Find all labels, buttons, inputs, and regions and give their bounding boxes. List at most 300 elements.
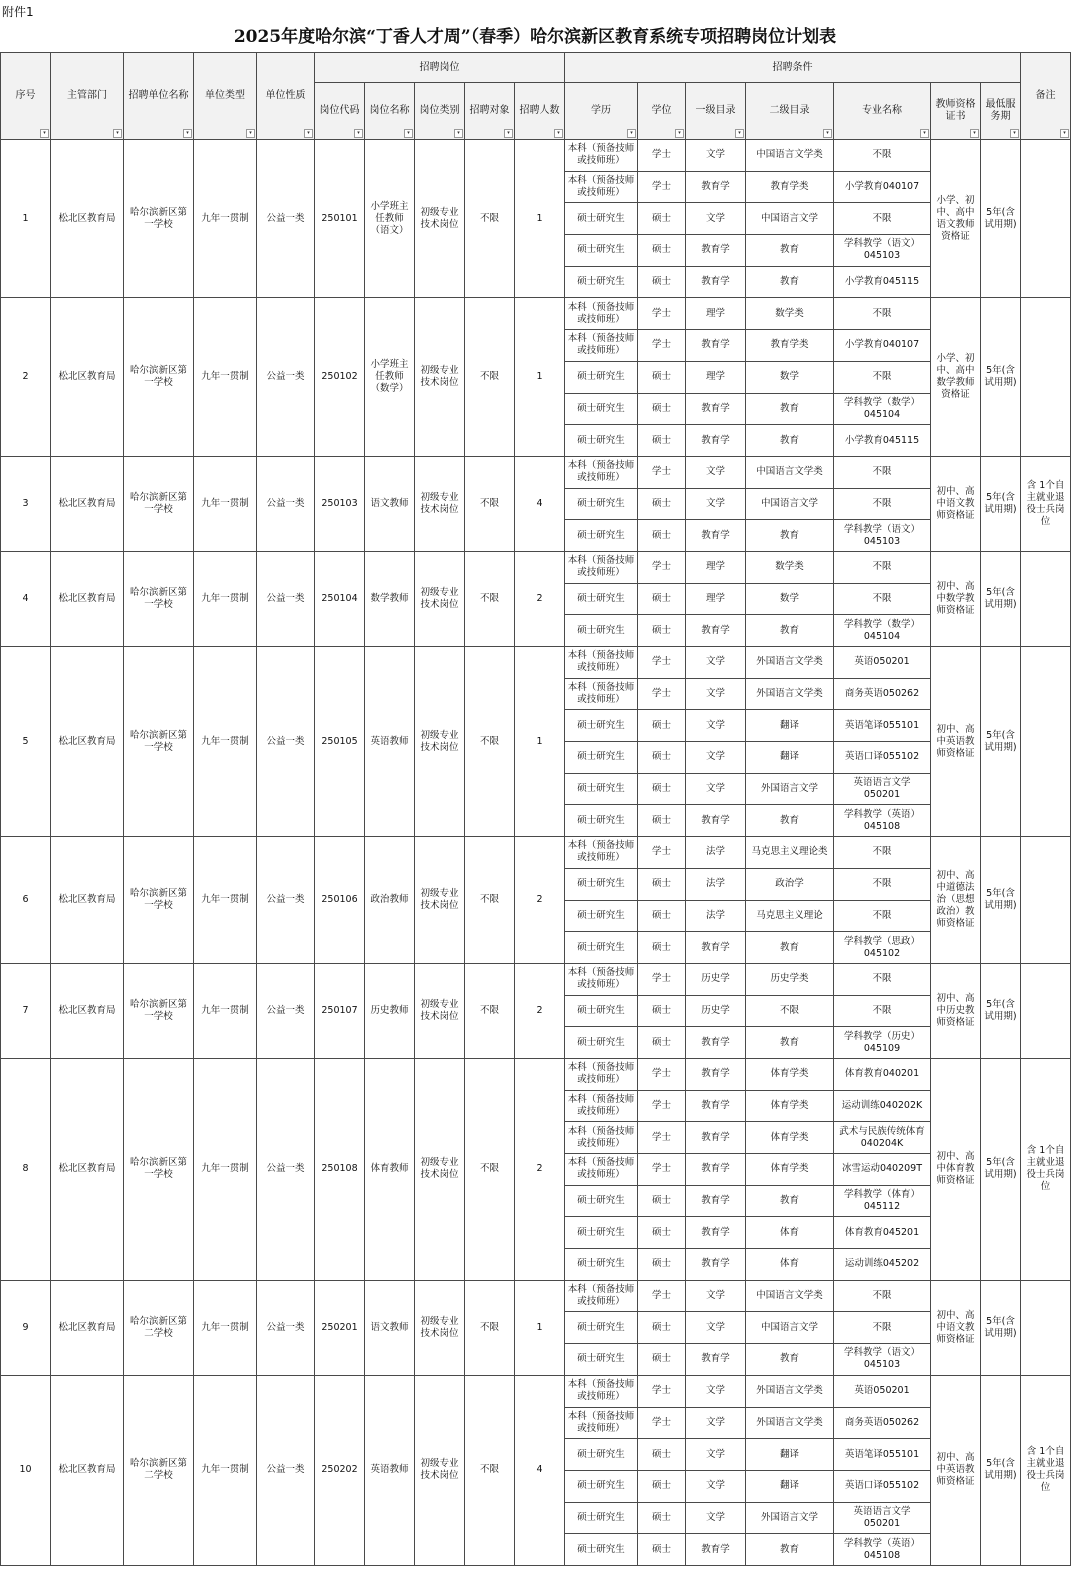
cell-degree: 学士	[638, 456, 686, 488]
cell-major: 学科教学（思政）045102	[834, 932, 931, 964]
cell-major: 英语语言文学050201	[834, 1502, 931, 1534]
cell-unit-nature: 公益一类	[257, 647, 315, 837]
cell-category-level1: 文学	[686, 773, 746, 805]
cell-major: 体育教育045201	[834, 1217, 931, 1249]
cell-category-level1: 文学	[686, 140, 746, 172]
cell-post-name: 语文教师	[365, 1280, 415, 1375]
filter-dropdown-icon[interactable]: ▾	[675, 129, 684, 138]
cell-major: 英语语言文学050201	[834, 773, 931, 805]
header-target: 招聘对象 ▾	[465, 83, 515, 140]
cell-education: 本科（预备技师或技师班）	[565, 1280, 638, 1312]
table-row	[1, 456, 1071, 488]
cell-post-code: 250106	[315, 837, 365, 964]
cell-education: 硕士研究生	[565, 393, 638, 425]
cell-major: 学科教学（语文）045103	[834, 1344, 931, 1376]
cell-degree: 硕士	[638, 1312, 686, 1344]
header-category-level1: 一级目录 ▾	[686, 83, 746, 140]
cell-unit-nature: 公益一类	[257, 456, 315, 551]
filter-dropdown-icon[interactable]: ▾	[1060, 129, 1069, 138]
cell-degree: 硕士	[638, 1027, 686, 1059]
cell-category-level1: 教育学	[686, 1058, 746, 1090]
cell-education: 硕士研究生	[565, 1344, 638, 1376]
cell-degree: 硕士	[638, 615, 686, 647]
cell-category-level2: 教育	[746, 425, 834, 457]
cell-note: 含 1个自主就业退役士兵岗位	[1021, 1375, 1071, 1565]
cell-post-code: 250103	[315, 456, 365, 551]
cell-unit: 哈尔滨新区第二学校	[124, 1375, 194, 1565]
cell-education: 硕士研究生	[565, 868, 638, 900]
cell-post-category: 初级专业技术岗位	[415, 456, 465, 551]
cell-category-level1: 教育学	[686, 330, 746, 362]
cell-category-level1: 教育学	[686, 1090, 746, 1122]
cell-education: 本科（预备技师或技师班）	[565, 140, 638, 172]
cell-major: 不限	[834, 203, 931, 235]
cell-unit-type: 九年一贯制	[194, 1058, 257, 1280]
table-row	[1, 551, 1071, 583]
cell-category-level2: 体育	[746, 1249, 834, 1281]
cell-category-level2: 外国语言文学类	[746, 647, 834, 679]
cell-category-level2: 体育学类	[746, 1090, 834, 1122]
cell-degree: 学士	[638, 837, 686, 869]
cell-note: 含 1个自主就业退役士兵岗位	[1021, 456, 1071, 551]
cell-major: 不限	[834, 1312, 931, 1344]
cell-education: 本科（预备技师或技师班）	[565, 963, 638, 995]
cell-post-category: 初级专业技术岗位	[415, 837, 465, 964]
cell-major: 不限	[834, 551, 931, 583]
cell-note	[1021, 1280, 1071, 1375]
cell-seq: 8	[1, 1058, 51, 1280]
cell-count: 2	[515, 837, 565, 964]
cell-certificate: 初中、高中英语教师资格证	[931, 647, 981, 837]
cell-note	[1021, 551, 1071, 646]
cell-degree: 硕士	[638, 805, 686, 837]
cell-category-level1: 教育学	[686, 615, 746, 647]
filter-dropdown-icon[interactable]: ▾	[554, 129, 563, 138]
cell-category-level2: 体育学类	[746, 1058, 834, 1090]
header-seq: 序号 ▾	[1, 53, 51, 140]
cell-degree: 硕士	[638, 1185, 686, 1217]
cell-education: 本科（预备技师或技师班）	[565, 1154, 638, 1186]
header-post-name: 岗位名称 ▾	[365, 83, 415, 140]
cell-service-period: 5年(含试用期)	[981, 647, 1021, 837]
cell-category-level2: 外国语言文学类	[746, 1375, 834, 1407]
cell-count: 4	[515, 1375, 565, 1565]
cell-post-name: 英语教师	[365, 1375, 415, 1565]
header-certificate: 教师资格证书 ▾	[931, 83, 981, 140]
cell-category-level1: 文学	[686, 1312, 746, 1344]
cell-category-level1: 教育学	[686, 171, 746, 203]
cell-target: 不限	[465, 963, 515, 1058]
cell-category-level2: 教育	[746, 615, 834, 647]
cell-education: 硕士研究生	[565, 1439, 638, 1471]
cell-unit-type: 九年一贯制	[194, 456, 257, 551]
cell-note	[1021, 298, 1071, 456]
cell-major: 武术与民族传统体育040204K	[834, 1122, 931, 1154]
cell-degree: 硕士	[638, 583, 686, 615]
cell-certificate: 初中、高中数学教师资格证	[931, 551, 981, 646]
filter-dropdown-icon[interactable]: ▾	[40, 129, 49, 138]
cell-major: 不限	[834, 963, 931, 995]
filter-dropdown-icon[interactable]: ▾	[920, 129, 929, 138]
cell-category-level2: 教育	[746, 1344, 834, 1376]
cell-post-name: 体育教师	[365, 1058, 415, 1280]
table-row	[1, 298, 1071, 330]
cell-seq: 9	[1, 1280, 51, 1375]
cell-service-period: 5年(含试用期)	[981, 1280, 1021, 1375]
header-unit-type: 单位类型 ▾	[194, 53, 257, 140]
cell-degree: 学士	[638, 298, 686, 330]
cell-education: 本科（预备技师或技师班）	[565, 1122, 638, 1154]
cell-post-code: 250104	[315, 551, 365, 646]
cell-degree: 硕士	[638, 1502, 686, 1534]
cell-degree: 硕士	[638, 995, 686, 1027]
cell-category-level1: 法学	[686, 837, 746, 869]
cell-category-level1: 法学	[686, 900, 746, 932]
cell-unit: 哈尔滨新区第二学校	[124, 1280, 194, 1375]
cell-category-level2: 中国语言文学	[746, 1312, 834, 1344]
cell-category-level2: 教育	[746, 932, 834, 964]
cell-education: 硕士研究生	[565, 742, 638, 774]
cell-category-level1: 历史学	[686, 995, 746, 1027]
header-service-period: 最低服务期 ▾	[981, 83, 1021, 140]
cell-category-level2: 翻译	[746, 710, 834, 742]
header-major: 专业名称 ▾	[834, 83, 931, 140]
cell-major: 小学教育040107	[834, 330, 931, 362]
filter-dropdown-icon[interactable]: ▾	[627, 129, 636, 138]
cell-major: 英语050201	[834, 647, 931, 679]
header-unit: 招聘单位名称 ▾	[124, 53, 194, 140]
cell-education: 本科（预备技师或技师班）	[565, 1375, 638, 1407]
cell-education: 硕士研究生	[565, 773, 638, 805]
cell-count: 1	[515, 140, 565, 298]
cell-education: 本科（预备技师或技师班）	[565, 330, 638, 362]
table-row	[1, 963, 1071, 995]
cell-major: 不限	[834, 140, 931, 172]
cell-education: 本科（预备技师或技师班）	[565, 551, 638, 583]
header-note: 备注 ▾	[1021, 53, 1071, 140]
header-group-post: 招聘岗位	[315, 53, 565, 83]
cell-category-level1: 教育学	[686, 1154, 746, 1186]
cell-major: 学科教学（英语）045108	[834, 1534, 931, 1566]
header-post-category: 岗位类别 ▾	[415, 83, 465, 140]
cell-unit: 哈尔滨新区第一学校	[124, 963, 194, 1058]
cell-education: 本科（预备技师或技师班）	[565, 1407, 638, 1439]
filter-dropdown-icon[interactable]: ▾	[1010, 129, 1019, 138]
filter-dropdown-icon[interactable]: ▾	[735, 129, 744, 138]
cell-seq: 2	[1, 298, 51, 456]
cell-category-level2: 体育学类	[746, 1154, 834, 1186]
table-row	[1, 1058, 1071, 1090]
cell-dept: 松北区教育局	[51, 837, 124, 964]
cell-note	[1021, 647, 1071, 837]
cell-category-level1: 文学	[686, 1439, 746, 1471]
cell-category-level1: 教育学	[686, 1122, 746, 1154]
cell-category-level1: 历史学	[686, 963, 746, 995]
cell-post-code: 250101	[315, 140, 365, 298]
cell-education: 硕士研究生	[565, 1249, 638, 1281]
filter-dropdown-icon[interactable]: ▾	[113, 129, 122, 138]
filter-dropdown-icon[interactable]: ▾	[823, 129, 832, 138]
cell-degree: 硕士	[638, 1344, 686, 1376]
cell-category-level1: 理学	[686, 583, 746, 615]
filter-dropdown-icon[interactable]: ▾	[454, 129, 463, 138]
cell-degree: 学士	[638, 1280, 686, 1312]
cell-unit-type: 九年一贯制	[194, 298, 257, 456]
cell-category-level1: 教育学	[686, 805, 746, 837]
cell-post-category: 初级专业技术岗位	[415, 1280, 465, 1375]
cell-seq: 4	[1, 551, 51, 646]
attachment-label: 附件1	[2, 5, 34, 19]
table-body	[1, 140, 1071, 1566]
header-group-conditions: 招聘条件	[565, 53, 1021, 83]
cell-unit: 哈尔滨新区第一学校	[124, 456, 194, 551]
cell-target: 不限	[465, 1280, 515, 1375]
header-degree: 学位 ▾	[638, 83, 686, 140]
cell-major: 商务英语050262	[834, 678, 931, 710]
cell-degree: 硕士	[638, 1249, 686, 1281]
cell-degree: 硕士	[638, 900, 686, 932]
filter-dropdown-icon[interactable]: ▾	[304, 129, 313, 138]
cell-post-name: 英语教师	[365, 647, 415, 837]
cell-major: 小学教育040107	[834, 171, 931, 203]
table-row	[1, 1375, 1071, 1407]
cell-post-code: 250102	[315, 298, 365, 456]
cell-category-level1: 理学	[686, 298, 746, 330]
cell-degree: 硕士	[638, 266, 686, 298]
cell-dept: 松北区教育局	[51, 456, 124, 551]
cell-degree: 学士	[638, 171, 686, 203]
page-title: 2025年度哈尔滨“丁香人才周”（春季）哈尔滨新区教育系统专项招聘岗位计划表	[233, 27, 837, 47]
cell-service-period: 5年(含试用期)	[981, 551, 1021, 646]
cell-unit-nature: 公益一类	[257, 140, 315, 298]
cell-category-level2: 政治学	[746, 868, 834, 900]
cell-seq: 10	[1, 1375, 51, 1565]
cell-category-level2: 数学	[746, 583, 834, 615]
cell-post-name: 语文教师	[365, 456, 415, 551]
cell-category-level2: 中国语言文学类	[746, 1280, 834, 1312]
cell-post-code: 250201	[315, 1280, 365, 1375]
cell-post-category: 初级专业技术岗位	[415, 647, 465, 837]
cell-target: 不限	[465, 1058, 515, 1280]
cell-major: 不限	[834, 583, 931, 615]
cell-unit-type: 九年一贯制	[194, 551, 257, 646]
cell-dept: 松北区教育局	[51, 298, 124, 456]
cell-education: 硕士研究生	[565, 995, 638, 1027]
cell-major: 不限	[834, 488, 931, 520]
cell-post-code: 250108	[315, 1058, 365, 1280]
cell-category-level2: 数学类	[746, 551, 834, 583]
cell-major: 英语口译055102	[834, 1470, 931, 1502]
cell-note	[1021, 140, 1071, 298]
cell-seq: 3	[1, 456, 51, 551]
cell-education: 本科（预备技师或技师班）	[565, 678, 638, 710]
cell-unit-type: 九年一贯制	[194, 837, 257, 964]
cell-target: 不限	[465, 456, 515, 551]
cell-category-level2: 翻译	[746, 1439, 834, 1471]
cell-degree: 硕士	[638, 1439, 686, 1471]
cell-major: 体育教育040201	[834, 1058, 931, 1090]
cell-target: 不限	[465, 140, 515, 298]
cell-degree: 学士	[638, 1090, 686, 1122]
cell-post-category: 初级专业技术岗位	[415, 140, 465, 298]
cell-degree: 学士	[638, 1058, 686, 1090]
cell-category-level2: 外国语言文学	[746, 773, 834, 805]
table-row	[1, 1280, 1071, 1312]
cell-unit: 哈尔滨新区第一学校	[124, 298, 194, 456]
cell-education: 硕士研究生	[565, 1027, 638, 1059]
filter-dropdown-icon[interactable]: ▾	[183, 129, 192, 138]
cell-post-name: 小学班主任教师（语文）	[365, 140, 415, 298]
cell-category-level2: 中国语言文学	[746, 488, 834, 520]
recruitment-table	[0, 52, 1071, 1566]
cell-degree: 硕士	[638, 1470, 686, 1502]
cell-unit-type: 九年一贯制	[194, 647, 257, 837]
cell-unit-type: 九年一贯制	[194, 1280, 257, 1375]
cell-service-period: 5年(含试用期)	[981, 456, 1021, 551]
cell-note: 含 1个自主就业退役士兵岗位	[1021, 1058, 1071, 1280]
table-row	[1, 140, 1071, 172]
cell-post-code: 250202	[315, 1375, 365, 1565]
cell-target: 不限	[465, 837, 515, 964]
cell-education: 硕士研究生	[565, 1185, 638, 1217]
cell-unit-nature: 公益一类	[257, 1058, 315, 1280]
cell-education: 本科（预备技师或技师班）	[565, 837, 638, 869]
cell-unit-nature: 公益一类	[257, 963, 315, 1058]
cell-service-period: 5年(含试用期)	[981, 298, 1021, 456]
cell-category-level1: 文学	[686, 1407, 746, 1439]
cell-dept: 松北区教育局	[51, 140, 124, 298]
cell-category-level1: 教育学	[686, 1027, 746, 1059]
cell-post-category: 初级专业技术岗位	[415, 1058, 465, 1280]
cell-category-level2: 翻译	[746, 1470, 834, 1502]
filter-dropdown-icon[interactable]: ▾	[354, 129, 363, 138]
cell-category-level2: 教育	[746, 393, 834, 425]
filter-dropdown-icon[interactable]: ▾	[404, 129, 413, 138]
cell-category-level1: 文学	[686, 1470, 746, 1502]
cell-degree: 硕士	[638, 235, 686, 267]
header-category-level2: 二级目录 ▾	[746, 83, 834, 140]
cell-degree: 学士	[638, 1407, 686, 1439]
cell-education: 硕士研究生	[565, 1217, 638, 1249]
cell-category-level2: 教育	[746, 1027, 834, 1059]
cell-education: 硕士研究生	[565, 520, 638, 552]
cell-service-period: 5年(含试用期)	[981, 1058, 1021, 1280]
cell-unit: 哈尔滨新区第一学校	[124, 837, 194, 964]
cell-category-level2: 体育	[746, 1217, 834, 1249]
cell-dept: 松北区教育局	[51, 647, 124, 837]
cell-certificate: 初中、高中体育教师资格证	[931, 1058, 981, 1280]
cell-category-level1: 文学	[686, 488, 746, 520]
cell-count: 1	[515, 647, 565, 837]
cell-category-level2: 教育	[746, 1185, 834, 1217]
cell-dept: 松北区教育局	[51, 1375, 124, 1565]
cell-major: 不限	[834, 837, 931, 869]
cell-category-level1: 文学	[686, 742, 746, 774]
cell-service-period: 5年(含试用期)	[981, 837, 1021, 964]
cell-degree: 学士	[638, 330, 686, 362]
header-dept: 主管部门 ▾	[51, 53, 124, 140]
cell-degree: 学士	[638, 551, 686, 583]
cell-degree: 硕士	[638, 425, 686, 457]
cell-post-category: 初级专业技术岗位	[415, 298, 465, 456]
cell-category-level2: 不限	[746, 995, 834, 1027]
cell-category-level2: 外国语言文学类	[746, 1407, 834, 1439]
cell-degree: 硕士	[638, 393, 686, 425]
cell-count: 2	[515, 963, 565, 1058]
cell-education: 硕士研究生	[565, 615, 638, 647]
cell-education: 硕士研究生	[565, 266, 638, 298]
cell-degree: 学士	[638, 1154, 686, 1186]
cell-major: 学科教学（数学）045104	[834, 615, 931, 647]
cell-education: 硕士研究生	[565, 1534, 638, 1566]
cell-degree: 学士	[638, 140, 686, 172]
cell-unit-type: 九年一贯制	[194, 1375, 257, 1565]
cell-seq: 1	[1, 140, 51, 298]
cell-post-name: 政治教师	[365, 837, 415, 964]
cell-major: 小学教育045115	[834, 425, 931, 457]
table-row	[1, 837, 1071, 869]
cell-education: 硕士研究生	[565, 488, 638, 520]
cell-category-level2: 教育	[746, 520, 834, 552]
cell-category-level1: 文学	[686, 1280, 746, 1312]
header-education: 学历 ▾	[565, 83, 638, 140]
cell-category-level2: 教育	[746, 805, 834, 837]
cell-category-level2: 教育	[746, 1534, 834, 1566]
cell-category-level1: 文学	[686, 203, 746, 235]
cell-category-level1: 理学	[686, 551, 746, 583]
header-unit-nature: 单位性质 ▾	[257, 53, 315, 140]
cell-target: 不限	[465, 551, 515, 646]
cell-category-level1: 文学	[686, 1375, 746, 1407]
cell-certificate: 初中、高中道德法治（思想政治）教师资格证	[931, 837, 981, 964]
cell-major: 英语笔译055101	[834, 1439, 931, 1471]
filter-dropdown-icon[interactable]: ▾	[504, 129, 513, 138]
cell-dept: 松北区教育局	[51, 1058, 124, 1280]
cell-degree: 硕士	[638, 773, 686, 805]
filter-dropdown-icon[interactable]: ▾	[246, 129, 255, 138]
cell-category-level1: 教育学	[686, 393, 746, 425]
cell-major: 不限	[834, 361, 931, 393]
cell-category-level2: 教育学类	[746, 330, 834, 362]
cell-major: 小学教育045115	[834, 266, 931, 298]
cell-major: 不限	[834, 456, 931, 488]
cell-category-level2: 体育学类	[746, 1122, 834, 1154]
cell-category-level2: 教育学类	[746, 171, 834, 203]
cell-unit-nature: 公益一类	[257, 837, 315, 964]
cell-education: 硕士研究生	[565, 583, 638, 615]
cell-category-level1: 教育学	[686, 1185, 746, 1217]
cell-count: 2	[515, 1058, 565, 1280]
cell-category-level1: 教育学	[686, 1249, 746, 1281]
cell-unit-nature: 公益一类	[257, 1375, 315, 1565]
cell-major: 学科教学（体育）045112	[834, 1185, 931, 1217]
cell-major: 学科教学（语文）045103	[834, 235, 931, 267]
cell-education: 本科（预备技师或技师班）	[565, 647, 638, 679]
cell-category-level2: 马克思主义理论类	[746, 837, 834, 869]
filter-dropdown-icon[interactable]: ▾	[970, 129, 979, 138]
cell-category-level2: 外国语言文学	[746, 1502, 834, 1534]
cell-note	[1021, 837, 1071, 964]
cell-degree: 硕士	[638, 203, 686, 235]
cell-category-level2: 外国语言文学类	[746, 678, 834, 710]
cell-category-level1: 文学	[686, 1502, 746, 1534]
cell-count: 1	[515, 298, 565, 456]
header-count: 招聘人数 ▾	[515, 83, 565, 140]
cell-certificate: 小学、初中、高中数学教师资格证	[931, 298, 981, 456]
cell-category-level1: 理学	[686, 361, 746, 393]
cell-education: 硕士研究生	[565, 1312, 638, 1344]
cell-category-level1: 教育学	[686, 520, 746, 552]
